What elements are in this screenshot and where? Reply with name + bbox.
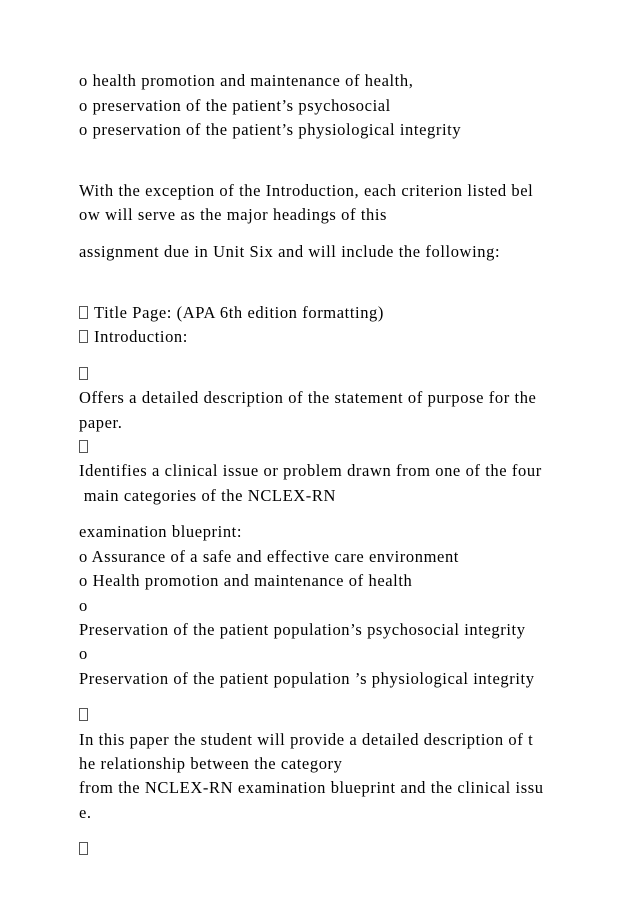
text-line: o health promotion and maintenance of health, — [79, 71, 414, 90]
text-line: Preservation of the patient population ’s physiological integrity — [79, 669, 535, 688]
bullet-box-icon — [79, 330, 88, 343]
text-line: In this paper the student will provide a detailed description of t — [79, 730, 534, 749]
text-line: examination blueprint: — [79, 522, 243, 541]
text-line: o preservation of the patient’s physiological integrity — [79, 120, 462, 139]
text-line: o — [79, 644, 88, 663]
text-line: Identifies a clinical issue or problem drawn from one of the four — [79, 461, 542, 480]
text-line: paper. — [79, 413, 123, 432]
bullet-box-icon — [79, 306, 88, 319]
bullet-text: Introduction: — [94, 327, 188, 346]
text-line: ow will serve as the major headings of this — [79, 205, 388, 224]
text-line: e. — [79, 803, 92, 822]
text-line: o — [79, 596, 88, 615]
bullet-box-icon — [79, 708, 88, 721]
text-line: main categories of the NCLEX-RN — [79, 486, 337, 505]
bullet-marker — [79, 364, 88, 384]
text-line: from the NCLEX-RN examination blueprint and the clinical issu — [79, 778, 544, 797]
text-line: With the exception of the Introduction, each criterion listed bel — [79, 181, 534, 200]
text-line: Offers a detailed description of the statement of purpose for the — [79, 388, 537, 407]
bullet-box-icon — [79, 440, 88, 453]
text-line: o Assurance of a safe and effective care environment — [79, 547, 459, 566]
bullet-item — [79, 327, 188, 347]
bullet-marker — [79, 437, 88, 457]
bullet-box-icon — [79, 367, 88, 380]
bullet-marker — [79, 839, 88, 859]
bullet-marker — [79, 705, 88, 725]
bullet-item — [79, 303, 384, 323]
text-line: he relationship between the category — [79, 754, 343, 773]
text-line: o Health promotion and maintenance of health — [79, 571, 413, 590]
bullet-box-icon — [79, 842, 88, 855]
text-line: assignment due in Unit Six and will include the following: — [79, 242, 501, 261]
text-line: Preservation of the patient population’s psychosocial integrity — [79, 620, 526, 639]
text-line: o preservation of the patient’s psychosocial — [79, 96, 391, 115]
bullet-text: Title Page: (APA 6th edition formatting) — [94, 303, 384, 322]
